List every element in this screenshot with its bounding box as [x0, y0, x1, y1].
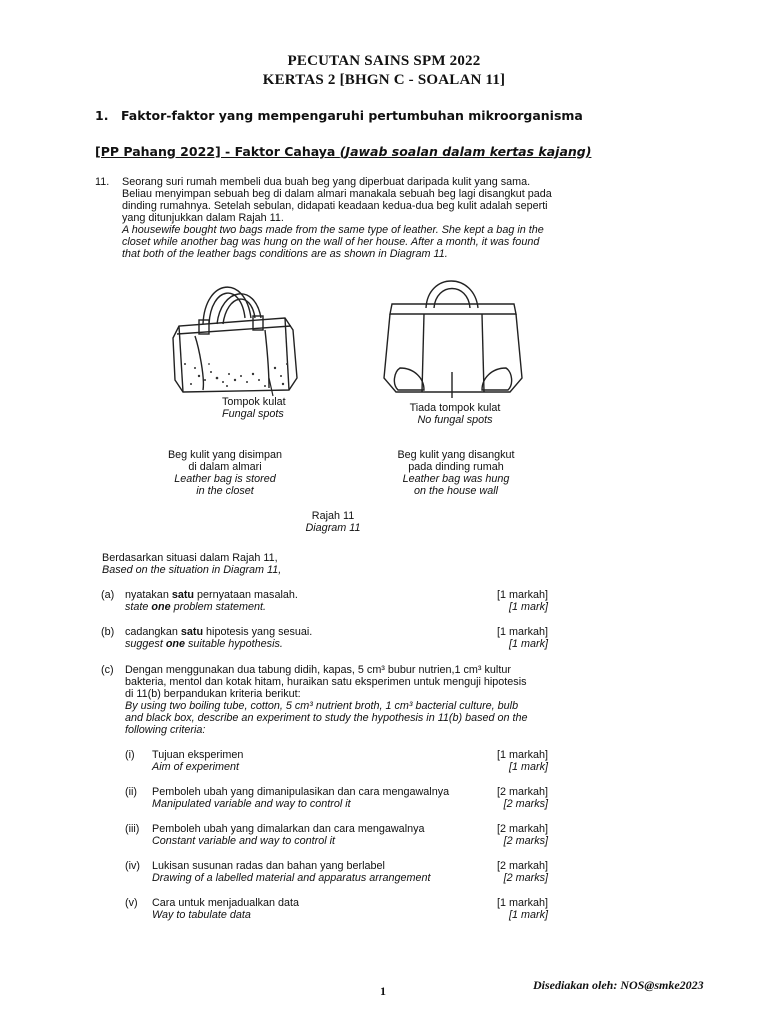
criterion-label: (i) [125, 749, 135, 761]
criterion-marks: [2 markah] [2 marks] [496, 786, 548, 810]
source-line [95, 144, 591, 159]
criterion-text: Pemboleh ubah yang dimalarkan dan cara mengawalnya Constant variable and way to control it [152, 823, 425, 847]
left-bag-caption: Beg kulit yang disimpan di dalam almari Leather bag is stored in the closet [167, 449, 283, 497]
part-c-text: Dengan menggunakan dua tabung didih, kapas, 5 cm³ bubur nutrien,1 cm³ kultur bakteria, mentol dan kotak hitam, huraikan satu eksperimen untuk menguji hipotesis di 11(b) berpandukan kriteria berikut: By using two boiling tube, cotton, 5 cm³ nutrient broth, 1 cm³ bacterial culture, bulb and black box, describe an experiment to study the hypothesis in 11(b) based on the following criteria: [125, 664, 528, 736]
criterion-label: (v) [125, 897, 138, 909]
section-number: 1. [95, 108, 109, 123]
no-fungal-spots-label: Tiada tompok kulat No fungal spots [409, 402, 501, 426]
stem-line: Seorang suri rumah membeli dua buah beg yang diperbuat daripada kulit yang sama. [122, 176, 531, 188]
criterion-text: Cara untuk menjadualkan data Way to tabulate data [152, 897, 300, 921]
diagram-title: Rajah 11 Diagram 11 [305, 510, 361, 534]
criterion-marks: [1 markah] [1 mark] [496, 897, 548, 921]
part-a-label: (a) [101, 589, 115, 601]
question-stem [122, 176, 582, 260]
question-number: 11. [95, 176, 110, 188]
leather-bag-wall-illustration [378, 268, 528, 400]
source-note: (Jawab soalan dalam kertas kajang) [339, 144, 592, 159]
stem-line-english: A housewife bought two bags made from the same type of leather. She kept a bag in the [122, 224, 544, 236]
part-a-text: nyatakan satu pernyataan masalah. state one problem statement. [125, 589, 298, 613]
stem-line: dinding rumahnya. Setelah sebulan, didapati keadaan kedua-dua beg kulit adalah seperti [122, 200, 548, 212]
criterion-marks: [2 markah] [2 marks] [496, 823, 548, 847]
stem-line: Beliau menyimpan sebuah beg di dalam almari manakala sebuah beg lagi disangkut pada [122, 188, 552, 200]
criterion-label: (iv) [125, 860, 140, 872]
part-b-marks: [1 markah] [1 mark] [496, 626, 548, 650]
part-a-marks: [1 markah] [1 mark] [496, 589, 548, 613]
source-prefix: [PP Pahang 2022] - Faktor Cahaya [95, 144, 340, 159]
intro-text: Berdasarkan situasi dalam Rajah 11, Based on the situation in Diagram 11, [102, 552, 282, 576]
page-title: PECUTAN SAINS SPM 2022 [287, 53, 481, 69]
fungal-spots-label: Tompok kulat Fungal spots [222, 396, 286, 420]
criterion-text: Tujuan eksperimen Aim of experiment [152, 749, 244, 773]
part-b-label: (b) [101, 626, 115, 638]
criterion-label: (iii) [125, 823, 140, 835]
criterion-marks: [2 markah] [2 marks] [496, 860, 548, 884]
prepared-by: Disediakan oleh: NOS@smke2023 [533, 978, 704, 992]
part-c-label: (c) [101, 664, 114, 676]
section-heading: Faktor-faktor yang mempengaruhi pertumbuhan mikroorganisma [121, 108, 583, 123]
criterion-marks: [1 markah] [1 mark] [496, 749, 548, 773]
page-number: 1 [380, 984, 386, 998]
stem-line: yang ditunjukkan dalam Rajah 11. [122, 212, 284, 224]
stem-line-english: that both of the leather bags conditions are as shown in Diagram 11. [122, 248, 448, 260]
page-subtitle: KERTAS 2 [BHGN C - SOALAN 11] [262, 72, 506, 88]
right-bag-caption: Beg kulit yang disangkut pada dinding rumah Leather bag was hung on the house wall [397, 449, 515, 497]
criterion-text: Lukisan susunan radas dan bahan yang berlabel Drawing of a labelled material and apparatus arrangement [152, 860, 431, 884]
part-b-text: cadangkan satu hipotesis yang sesuai. suggest one suitable hypothesis. [125, 626, 313, 650]
criterion-text: Pemboleh ubah yang dimanipulasikan dan cara mengawalnya Manipulated variable and way to control it [152, 786, 450, 810]
stem-line-english: closet while another bag was hung on the wall of her house. After a month, it was found [122, 236, 540, 248]
criterion-label: (ii) [125, 786, 137, 798]
leather-bag-closet-illustration [165, 268, 305, 398]
